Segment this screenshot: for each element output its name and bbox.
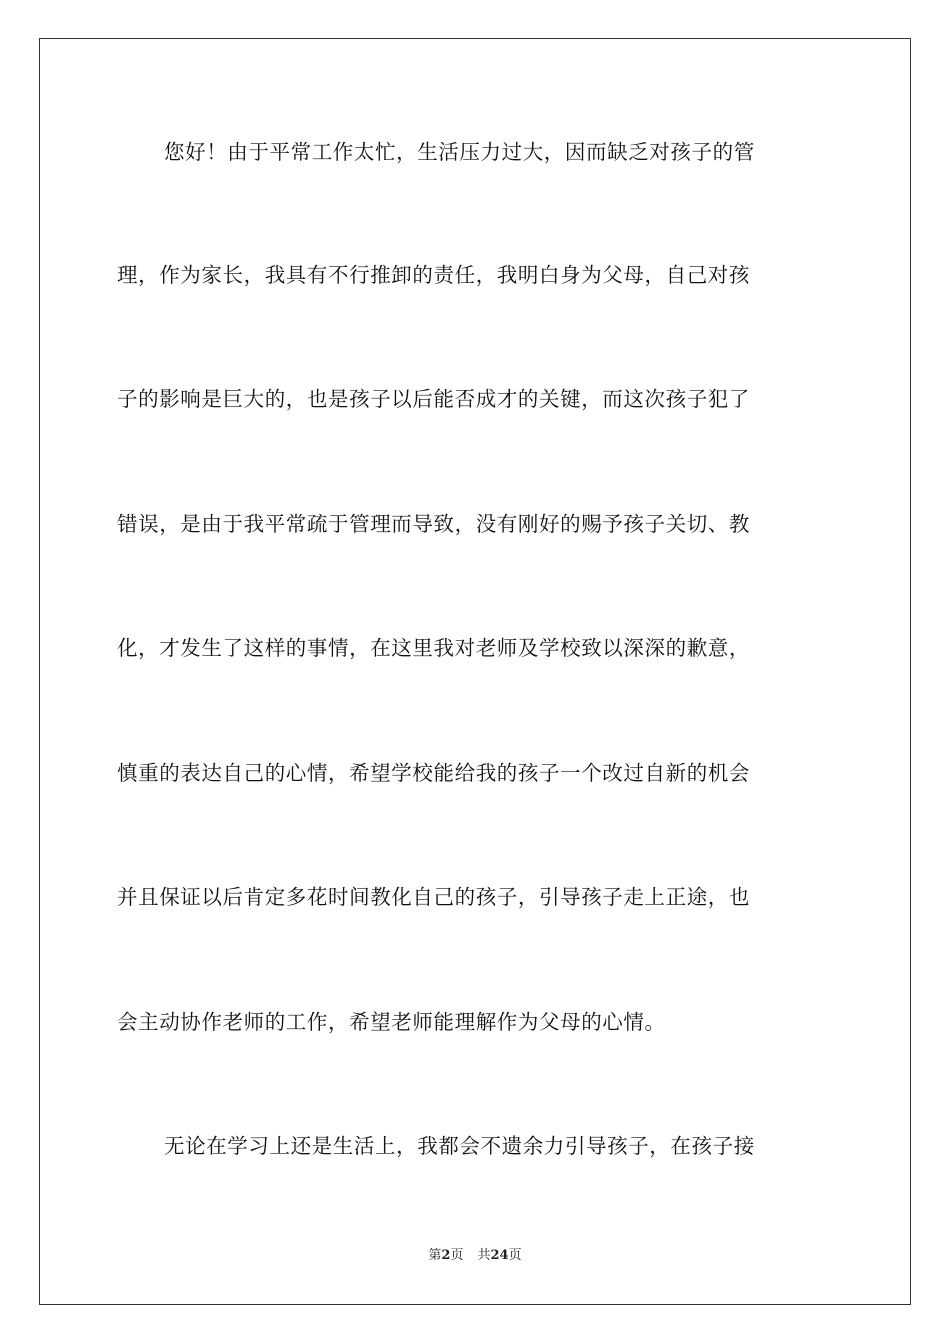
page-footer <box>0 1247 950 1265</box>
text-line-7: 并且保证以后肯定多花时间教化自己的孩子，引导孩子走上正途，也 <box>117 885 750 909</box>
footer-total-pages: 24 <box>490 1248 509 1263</box>
text-line-4: 错误，是由于我平常疏于管理而导致，没有刚好的赐予孩子关切、教 <box>117 512 750 536</box>
footer-total-suffix: 页 <box>508 1248 522 1263</box>
text-line-9: 无论在学习上还是生活上，我都会不遗余力引导孩子，在孩子接 <box>164 1134 755 1158</box>
footer-page-prefix: 第 <box>428 1248 442 1263</box>
text-line-1: 您好！由于平常工作太忙，生活压力过大，因而缺乏对孩子的管 <box>164 140 755 164</box>
page-border <box>39 38 911 1305</box>
text-line-2: 理，作为家长，我具有不行推卸的责任，我明白身为父母，自己对孩 <box>117 263 750 287</box>
text-line-8: 会主动协作老师的工作，希望老师能理解作为父母的心情。 <box>117 1010 666 1034</box>
footer-page-number: 2 <box>441 1248 451 1263</box>
text-line-6: 慎重的表达自己的心情，希望学校能给我的孩子一个改过自新的机会 <box>117 761 750 785</box>
text-line-5: 化，才发生了这样的事情，在这里我对老师及学校致以深深的歉意， <box>117 636 750 660</box>
text-line-3: 子的影响是巨大的，也是孩子以后能否成才的关键，而这次孩子犯了 <box>117 387 750 411</box>
footer-page-suffix: 页 <box>450 1248 464 1263</box>
footer-total-prefix: 共 <box>477 1248 491 1263</box>
